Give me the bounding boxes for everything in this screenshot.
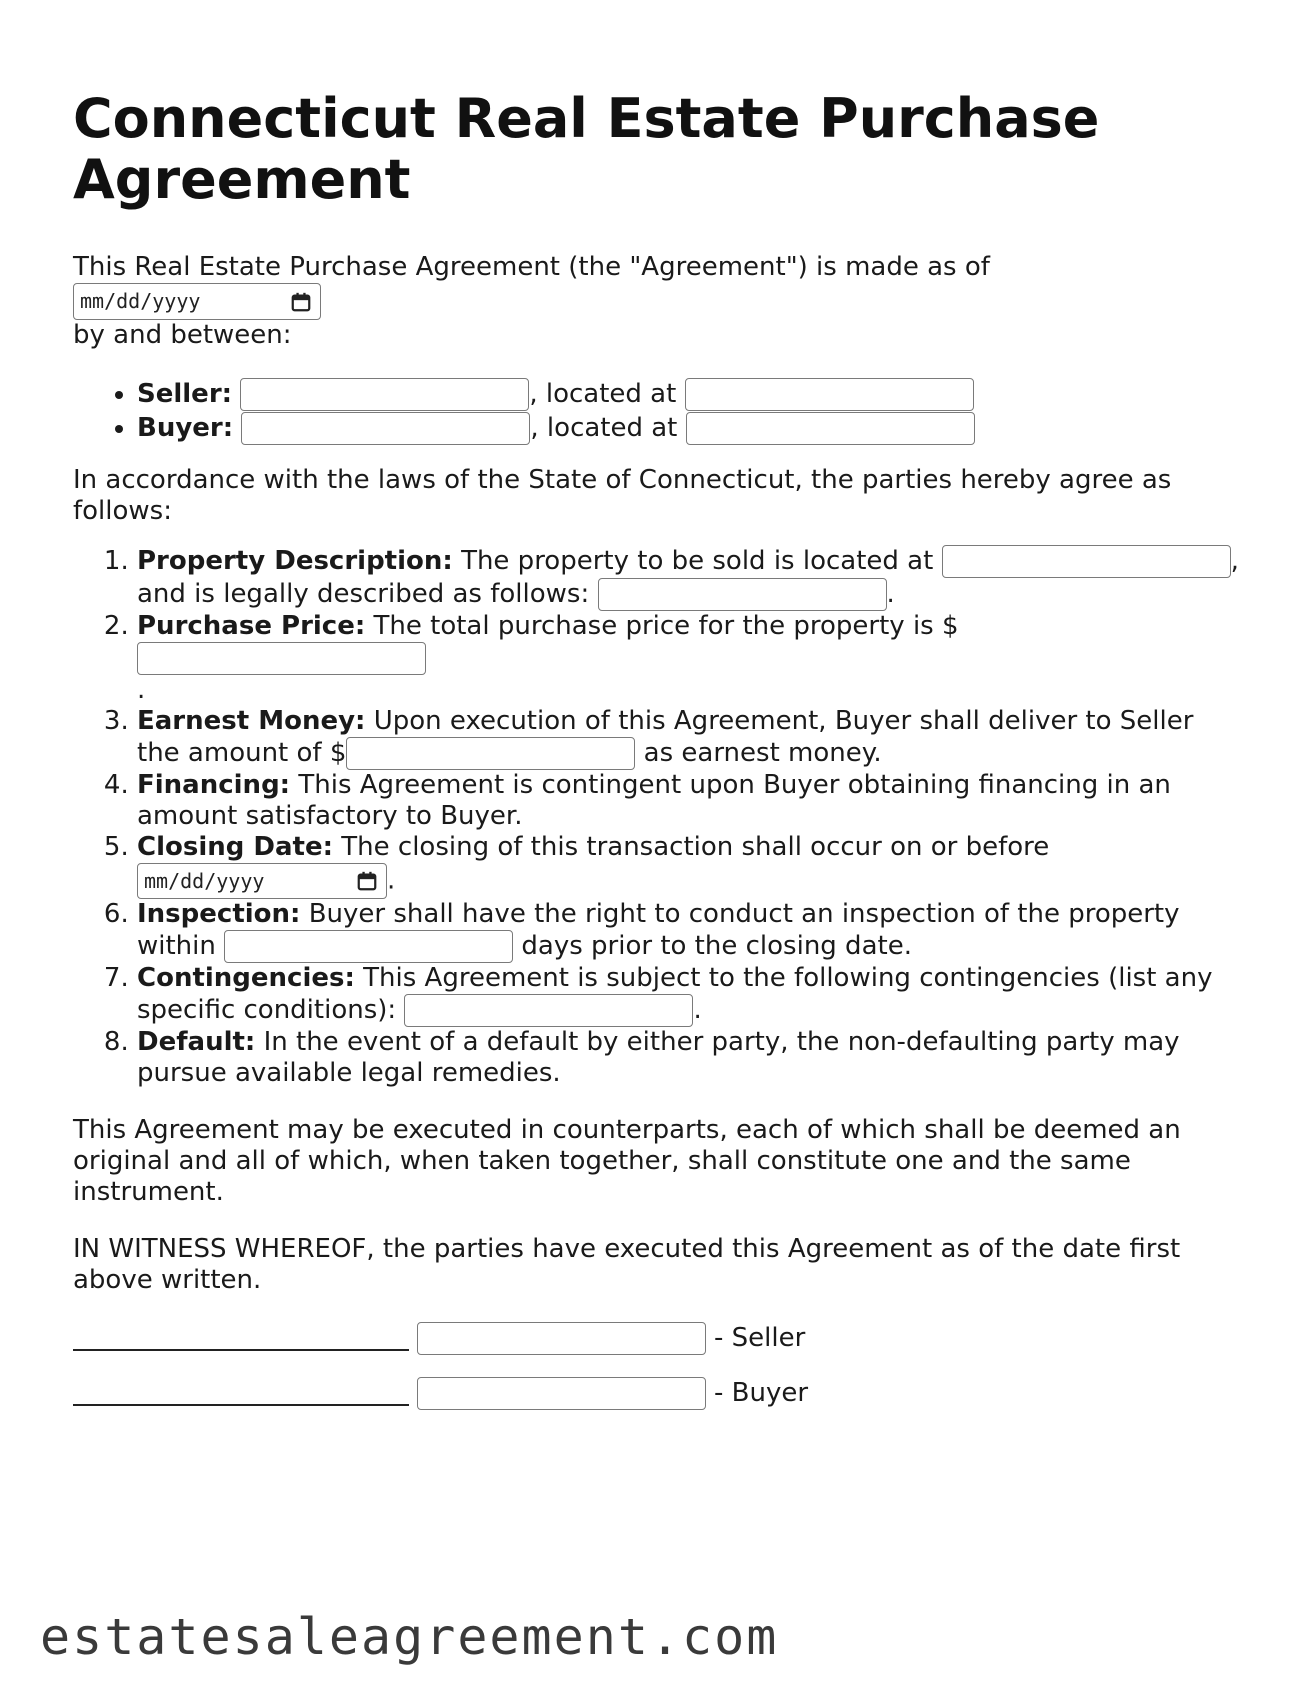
agreement-date-placeholder: mm/dd/yyyy <box>80 289 201 313</box>
seller-item <box>137 377 1243 411</box>
term-text: In the event of a default by either party, the non-defaulting party may pursue available legal remedies. <box>137 1027 1180 1088</box>
parties-list <box>73 377 1243 445</box>
term-text: This Agreement is subject to the following contingencies (list any specific conditions): <box>137 963 1213 1025</box>
terms-list <box>73 545 1243 1089</box>
term-text: , <box>1230 546 1239 576</box>
property-location-input[interactable] <box>942 545 1231 578</box>
agreement-date-input[interactable] <box>73 283 321 320</box>
buyer-located-text: , located at <box>530 413 678 443</box>
term-closing-date <box>137 832 1243 899</box>
term-label: Purchase Price: <box>137 611 366 641</box>
calendar-icon[interactable] <box>290 291 312 313</box>
term-label: Default: <box>137 1027 256 1057</box>
term-default <box>137 1027 1243 1089</box>
accordance-paragraph: In accordance with the laws of the State of Connecticut, the parties hereby agree as follows: <box>73 465 1172 526</box>
seller-signature-label: - Seller <box>714 1323 806 1353</box>
calendar-icon[interactable] <box>356 870 378 892</box>
purchase-price-input[interactable] <box>137 642 426 675</box>
witness-paragraph: IN WITNESS WHEREOF, the parties have executed this Agreement as of the date first above written. <box>73 1234 1181 1295</box>
term-text: . <box>387 865 396 896</box>
term-text: Upon execution of this Agreement, Buyer shall deliver to Seller the amount of $ <box>137 706 1194 768</box>
term-label: Contingencies: <box>137 963 355 993</box>
buyer-name-input[interactable] <box>241 412 530 445</box>
intro-text: This Real Estate Purchase Agreement (the "Agreement") is made as of <box>73 252 990 282</box>
buyer-signature-row <box>73 1377 1243 1410</box>
closing-date-input[interactable] <box>137 863 387 899</box>
term-text: as earnest money. <box>643 738 882 768</box>
term-text: Buyer shall have the right to conduct an inspection of the property within <box>137 899 1180 961</box>
term-label: Closing Date: <box>137 832 334 862</box>
seller-located-text: , located at <box>529 379 677 409</box>
intro-text-end: by and between: <box>73 320 292 350</box>
term-text: . <box>886 579 895 609</box>
term-text: days prior to the closing date. <box>521 931 912 961</box>
term-text: The closing of this transaction shall occur on or before <box>341 832 1050 862</box>
seller-signature-name-input[interactable] <box>417 1322 706 1355</box>
term-inspection <box>137 899 1243 963</box>
term-text: The total purchase price for the property is $ <box>373 611 959 641</box>
term-label: Financing: <box>137 770 291 800</box>
seller-name-input[interactable] <box>240 378 529 411</box>
term-label: Inspection: <box>137 899 301 929</box>
buyer-label: Buyer: <box>137 413 234 443</box>
earnest-money-input[interactable] <box>346 737 635 770</box>
buyer-address-input[interactable] <box>686 412 975 445</box>
document-page <box>73 88 1243 1432</box>
seller-signature-line <box>73 1327 409 1351</box>
term-contingencies <box>137 963 1243 1027</box>
term-text: . <box>137 675 146 705</box>
contingencies-input[interactable] <box>404 994 693 1027</box>
counterparts-paragraph: This Agreement may be executed in counterparts, each of which shall be deemed an original and all of which, when taken together, shall constitute one and the same instrument. <box>73 1115 1181 1207</box>
term-earnest-money <box>137 706 1243 770</box>
term-text: . <box>693 995 702 1025</box>
term-label: Earnest Money: <box>137 706 366 736</box>
closing-date-placeholder: mm/dd/yyyy <box>144 868 265 893</box>
page-title: Connecticut Real Estate Purchase Agreement <box>73 87 1100 211</box>
inspection-days-input[interactable] <box>224 930 513 963</box>
watermark: estatesaleagreement.com <box>40 1608 779 1666</box>
seller-signature-row <box>73 1322 1243 1355</box>
buyer-signature-name-input[interactable] <box>417 1377 706 1410</box>
term-financing <box>137 770 1243 832</box>
intro-paragraph <box>73 252 1243 351</box>
term-text: The property to be sold is located at <box>461 546 934 576</box>
buyer-signature-label: - Buyer <box>714 1378 809 1408</box>
term-purchase-price <box>137 611 1243 706</box>
seller-address-input[interactable] <box>685 378 974 411</box>
term-property-description <box>137 545 1243 611</box>
legal-description-input[interactable] <box>598 578 887 611</box>
seller-label: Seller: <box>137 379 233 409</box>
buyer-item <box>137 411 1243 445</box>
term-label: Property Description: <box>137 546 453 576</box>
buyer-signature-line <box>73 1382 409 1406</box>
term-text: This Agreement is contingent upon Buyer obtaining financing in an amount satisfactory to Buyer. <box>137 770 1171 831</box>
term-text: and is legally described as follows: <box>137 579 590 609</box>
